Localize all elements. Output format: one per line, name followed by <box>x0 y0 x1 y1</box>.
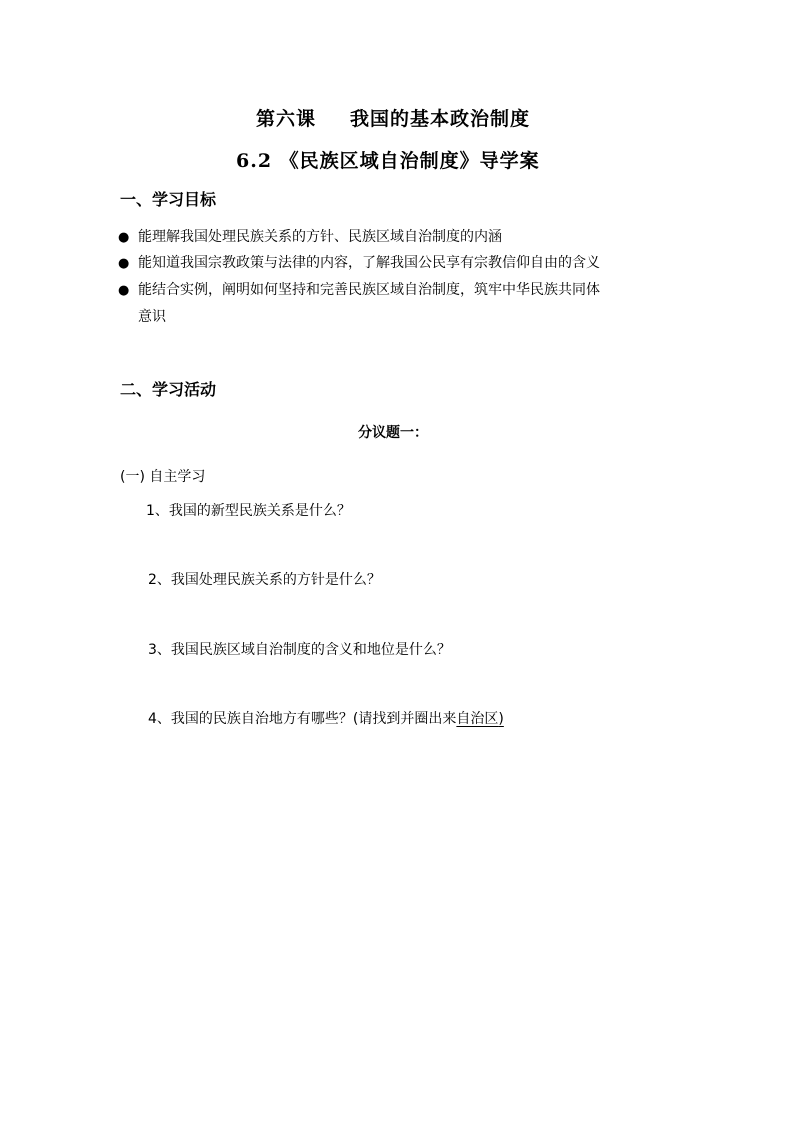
underlined-word: 自治区 <box>456 711 499 727</box>
bullet-icon: ● <box>118 283 130 298</box>
question-item: 3、我国民族区域自治制度的含义和地位是什么？ <box>148 642 451 658</box>
goal-text: 能知道我国宗教政策与法律的内容，了解我国公民享有宗教信仰自由的含义 <box>138 255 600 271</box>
part-label: (一) 自主学习 <box>120 469 206 485</box>
closing-paren: ) <box>498 711 504 727</box>
question-item: 1、我国的新型民族关系是什么？ <box>146 503 351 519</box>
underlined-term <box>456 711 503 727</box>
goal-text-continued: 意识 <box>138 309 166 325</box>
question-item: 2、我国处理民族关系的方针是什么？ <box>148 572 381 588</box>
lesson-number: 第六课 <box>256 108 317 130</box>
goal-item <box>118 252 600 272</box>
bullet-icon: ● <box>118 230 130 245</box>
bullet-icon: ● <box>118 256 130 271</box>
question-item <box>148 708 504 728</box>
question-text: 4、我国的民族自治地方有哪些？(请找到并圈出来 <box>148 711 457 727</box>
goal-item <box>118 279 600 299</box>
activities-heading: 二、学习活动 <box>120 380 217 399</box>
goal-text: 能结合实例，阐明如何坚持和完善民族区域自治制度，筑牢中华民族共同体 <box>138 282 600 298</box>
lesson-name: 我国的基本政治制度 <box>350 108 531 130</box>
goals-heading: 一、学习目标 <box>120 190 217 209</box>
goal-item <box>118 226 502 246</box>
goal-text: 能理解我国处理民族关系的方针、民族区域自治制度的内涵 <box>138 229 502 245</box>
document-subtitle: 6.2 《民族区域自治制度》导学案 <box>236 150 540 172</box>
lesson-title <box>256 104 530 131</box>
sub-topic-heading: 分议题一： <box>358 425 428 441</box>
